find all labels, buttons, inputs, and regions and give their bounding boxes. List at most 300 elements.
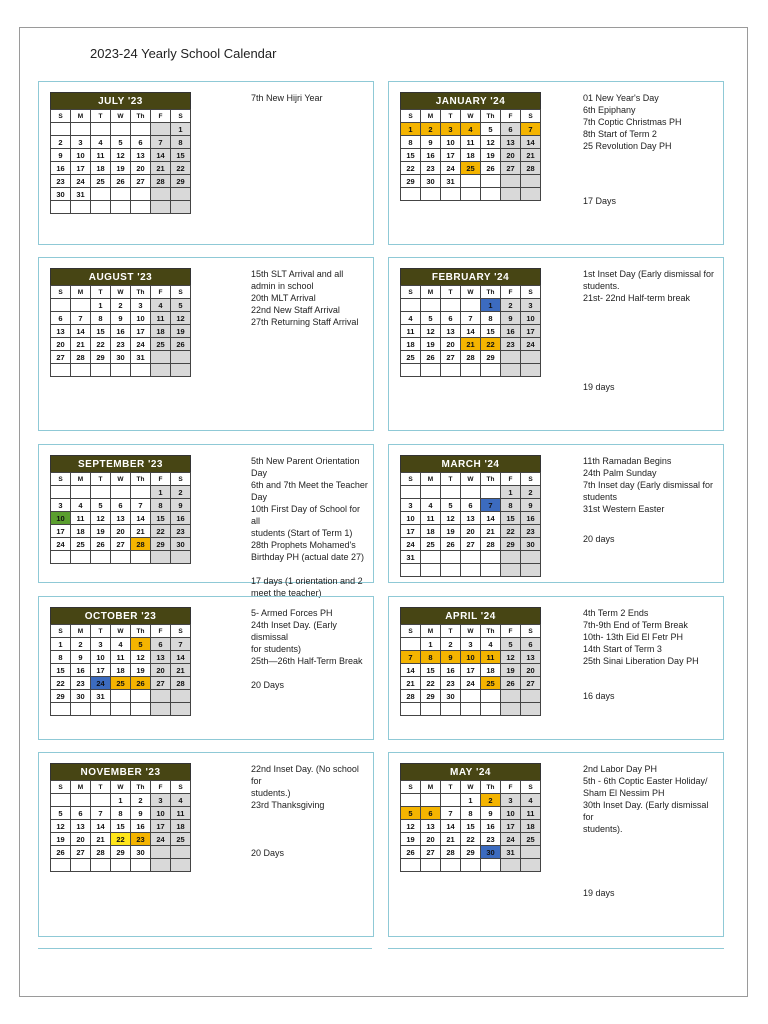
- empty-cell: [401, 859, 421, 872]
- empty-cell: [441, 299, 461, 312]
- empty-cell: [521, 703, 541, 716]
- empty-cell: [151, 123, 171, 136]
- empty-cell: [521, 175, 541, 188]
- day-cell: 15: [51, 664, 71, 677]
- empty-cell: [441, 859, 461, 872]
- note-line: Sham El Nessim PH: [583, 788, 665, 798]
- empty-cell: [521, 846, 541, 859]
- empty-cell: [461, 551, 481, 564]
- note-line: 20 Days: [251, 680, 285, 690]
- empty-cell: [111, 123, 131, 136]
- day-cell: 6: [461, 499, 481, 512]
- day-cell: 21: [91, 833, 111, 846]
- weekday-label: M: [421, 473, 441, 486]
- empty-cell: [521, 188, 541, 201]
- day-cell: 27: [521, 677, 541, 690]
- day-cell: 6: [111, 499, 131, 512]
- empty-cell: [481, 486, 501, 499]
- weekday-label: S: [171, 625, 191, 638]
- day-cell: 8: [51, 651, 71, 664]
- empty-cell: [151, 351, 171, 364]
- month-calendar: [400, 607, 541, 716]
- day-cell: 14: [131, 512, 151, 525]
- day-cell: 19: [91, 525, 111, 538]
- day-cell: 8: [151, 499, 171, 512]
- weekday-label: M: [71, 625, 91, 638]
- month-panel-4: [388, 257, 724, 431]
- weekday-label: Th: [481, 286, 501, 299]
- day-cell: 30: [521, 538, 541, 551]
- day-cell: 20: [131, 162, 151, 175]
- month-panel-8: [388, 596, 724, 740]
- day-cell: 3: [71, 136, 91, 149]
- weekday-label: S: [401, 286, 421, 299]
- note-line: 5th - 6th Coptic Easter Holiday/: [583, 776, 708, 786]
- day-cell: 11: [421, 512, 441, 525]
- day-cell: 19: [481, 149, 501, 162]
- day-cell: 18: [461, 149, 481, 162]
- day-cell: 28: [171, 677, 191, 690]
- empty-cell: [151, 201, 171, 214]
- day-cell: 20: [421, 833, 441, 846]
- note-line: 23rd Thanksgiving: [251, 800, 325, 810]
- note-line: 7th Inset day (Early dismissal for: [583, 480, 714, 490]
- empty-cell: [171, 364, 191, 377]
- empty-cell: [401, 794, 421, 807]
- day-cell: 3: [441, 123, 461, 136]
- day-cell: 21: [401, 677, 421, 690]
- empty-cell: [131, 551, 151, 564]
- note-line: 11th Ramadan Begins: [583, 456, 672, 466]
- weekday-label: Th: [131, 781, 151, 794]
- note-line: 25th Sinai Liberation Day PH: [583, 656, 699, 666]
- note-line: 6th and 7th Meet the Teacher: [251, 480, 368, 490]
- day-cell: 8: [111, 807, 131, 820]
- day-cell: 2: [71, 638, 91, 651]
- empty-cell: [481, 564, 501, 577]
- day-cell: 11: [151, 312, 171, 325]
- empty-cell: [501, 551, 521, 564]
- month-name: SEPTEMBER '23: [50, 455, 191, 472]
- day-cell: 13: [521, 651, 541, 664]
- day-cell: 7: [401, 651, 421, 664]
- day-cell: 20: [111, 525, 131, 538]
- day-cell: 11: [111, 651, 131, 664]
- day-cell: 10: [71, 149, 91, 162]
- empty-cell: [171, 703, 191, 716]
- day-cell: 4: [461, 123, 481, 136]
- note-line: 24th Inset Day. (Early dismissal: [251, 620, 340, 642]
- month-panel-2: [388, 81, 724, 245]
- empty-cell: [111, 364, 131, 377]
- day-cell: 5: [91, 499, 111, 512]
- day-cell: 10: [461, 651, 481, 664]
- day-cell: 20: [71, 833, 91, 846]
- empty-cell: [521, 859, 541, 872]
- weekday-label: S: [171, 110, 191, 123]
- empty-cell: [151, 690, 171, 703]
- day-cell: 9: [171, 499, 191, 512]
- day-cell: 11: [401, 325, 421, 338]
- empty-cell: [91, 188, 111, 201]
- day-cell: 22: [171, 162, 191, 175]
- empty-cell: [71, 486, 91, 499]
- day-cell: 30: [111, 351, 131, 364]
- weekday-label: M: [71, 473, 91, 486]
- month-notes: [583, 763, 719, 835]
- note-line: [251, 563, 369, 575]
- day-cell: 31: [441, 175, 461, 188]
- day-cell: 7: [521, 123, 541, 136]
- day-cell: 22: [111, 833, 131, 846]
- day-cell: 18: [111, 664, 131, 677]
- day-cell: 29: [481, 351, 501, 364]
- day-cell: 9: [131, 807, 151, 820]
- month-notes: [251, 607, 369, 691]
- day-cell: 13: [441, 325, 461, 338]
- day-cell: 5: [481, 123, 501, 136]
- empty-cell: [461, 188, 481, 201]
- weekday-label: M: [71, 110, 91, 123]
- day-grid: [50, 624, 191, 716]
- day-cell: 18: [171, 820, 191, 833]
- day-cell: 6: [421, 807, 441, 820]
- day-cell: 18: [401, 338, 421, 351]
- day-cell: 31: [131, 351, 151, 364]
- day-cell: 30: [131, 846, 151, 859]
- day-cell: 9: [521, 499, 541, 512]
- day-cell: 17: [441, 149, 461, 162]
- day-cell: 9: [501, 312, 521, 325]
- note-line: 8th Start of Term 2: [583, 129, 657, 139]
- day-cell: 18: [521, 820, 541, 833]
- weekday-label: F: [151, 286, 171, 299]
- day-cell: 28: [401, 690, 421, 703]
- note-line: 1st Inset Day (Early dismissal for: [583, 269, 715, 279]
- empty-cell: [71, 299, 91, 312]
- weekday-label: F: [151, 110, 171, 123]
- day-cell: 11: [91, 149, 111, 162]
- day-cell: 31: [401, 551, 421, 564]
- empty-cell: [131, 690, 151, 703]
- day-cell: 10: [91, 651, 111, 664]
- note-line: students.): [251, 788, 291, 798]
- day-grid: [50, 780, 191, 872]
- note-line: meet the teacher): [251, 588, 322, 598]
- day-cell: 5: [441, 499, 461, 512]
- weekday-label: Th: [481, 110, 501, 123]
- note-line: 5th New Parent Orientation Day: [251, 456, 363, 478]
- day-cell: 2: [131, 794, 151, 807]
- day-cell: 5: [171, 299, 191, 312]
- day-cell: 10: [501, 807, 521, 820]
- empty-cell: [421, 551, 441, 564]
- empty-cell: [481, 690, 501, 703]
- weekday-label: S: [171, 781, 191, 794]
- day-cell: 25: [421, 538, 441, 551]
- note-line: 22nd New Staff Arrival: [251, 305, 340, 315]
- day-cell: 25: [521, 833, 541, 846]
- day-cell: 18: [421, 525, 441, 538]
- empty-cell: [71, 201, 91, 214]
- empty-cell: [461, 690, 481, 703]
- weekday-label: Th: [131, 286, 151, 299]
- empty-cell: [171, 846, 191, 859]
- day-cell: 4: [71, 499, 91, 512]
- day-cell: 23: [441, 677, 461, 690]
- day-cell: 28: [151, 175, 171, 188]
- month-name: AUGUST '23: [50, 268, 191, 285]
- day-cell: 4: [151, 299, 171, 312]
- weekday-label: S: [521, 781, 541, 794]
- day-cell: 5: [421, 312, 441, 325]
- day-cell: 5: [51, 807, 71, 820]
- weekday-label: S: [401, 625, 421, 638]
- empty-cell: [421, 188, 441, 201]
- day-cell: 10: [131, 312, 151, 325]
- empty-cell: [131, 703, 151, 716]
- weekday-label: S: [51, 625, 71, 638]
- weekday-label: S: [401, 110, 421, 123]
- empty-cell: [91, 201, 111, 214]
- empty-cell: [131, 364, 151, 377]
- day-cell: 9: [51, 149, 71, 162]
- day-cell: 2: [521, 486, 541, 499]
- day-cell: 24: [51, 538, 71, 551]
- day-cell: 6: [151, 638, 171, 651]
- school-days-count: 16 days: [583, 691, 615, 701]
- day-cell: 25: [151, 338, 171, 351]
- day-cell: 28: [91, 846, 111, 859]
- day-cell: 26: [421, 351, 441, 364]
- note-line: Birthday PH (actual date 27): [251, 552, 365, 562]
- day-cell: 26: [441, 538, 461, 551]
- note-line: 20th MLT Arrival: [251, 293, 316, 303]
- day-grid: [400, 109, 541, 201]
- weekday-label: W: [111, 286, 131, 299]
- day-cell: 9: [71, 651, 91, 664]
- note-line: 30th Inset Day. (Early dismissal for: [583, 800, 711, 822]
- day-cell: 15: [401, 149, 421, 162]
- weekday-label: Th: [481, 625, 501, 638]
- day-cell: 8: [501, 499, 521, 512]
- day-cell: 7: [91, 807, 111, 820]
- weekday-label: T: [91, 781, 111, 794]
- day-cell: 25: [171, 833, 191, 846]
- day-cell: 3: [131, 299, 151, 312]
- day-cell: 21: [171, 664, 191, 677]
- empty-cell: [501, 859, 521, 872]
- day-cell: 29: [111, 846, 131, 859]
- note-line: students (Start of Term 1): [251, 528, 353, 538]
- day-cell: 5: [501, 638, 521, 651]
- day-cell: 16: [441, 664, 461, 677]
- weekday-label: W: [461, 110, 481, 123]
- day-cell: 3: [521, 299, 541, 312]
- note-line: 20 Days: [251, 848, 285, 858]
- empty-cell: [421, 794, 441, 807]
- day-cell: 22: [481, 338, 501, 351]
- empty-cell: [441, 486, 461, 499]
- empty-cell: [501, 175, 521, 188]
- day-cell: 2: [51, 136, 71, 149]
- empty-cell: [481, 703, 501, 716]
- note-line: 17 days (1 orientation and 2: [251, 576, 363, 586]
- day-cell: 23: [171, 525, 191, 538]
- day-cell: 9: [441, 651, 461, 664]
- day-cell: 1: [91, 299, 111, 312]
- day-cell: 20: [51, 338, 71, 351]
- note-line: admin in school: [251, 281, 314, 291]
- weekday-label: M: [71, 781, 91, 794]
- day-cell: 7: [441, 807, 461, 820]
- day-cell: 26: [131, 677, 151, 690]
- weekday-label: T: [441, 286, 461, 299]
- day-cell: 26: [481, 162, 501, 175]
- day-cell: 7: [171, 638, 191, 651]
- weekday-label: M: [71, 286, 91, 299]
- empty-cell: [481, 859, 501, 872]
- day-cell: 21: [131, 525, 151, 538]
- day-cell: 18: [71, 525, 91, 538]
- note-line: 5- Armed Forces PH: [251, 608, 333, 618]
- note-line: 15th SLT Arrival and all: [251, 269, 344, 279]
- month-name: JANUARY '24: [400, 92, 541, 109]
- note-line: 25th—26th Half-Term Break: [251, 656, 363, 666]
- empty-cell: [71, 794, 91, 807]
- day-cell: 23: [111, 338, 131, 351]
- empty-cell: [401, 299, 421, 312]
- day-cell: 20: [521, 664, 541, 677]
- day-cell: 10: [441, 136, 461, 149]
- day-cell: 29: [51, 690, 71, 703]
- day-cell: 23: [521, 525, 541, 538]
- empty-cell: [51, 859, 71, 872]
- weekday-label: T: [91, 286, 111, 299]
- day-cell: 21: [521, 149, 541, 162]
- day-cell: 30: [171, 538, 191, 551]
- empty-cell: [441, 794, 461, 807]
- empty-cell: [91, 703, 111, 716]
- day-cell: 24: [441, 162, 461, 175]
- empty-cell: [171, 859, 191, 872]
- day-cell: 8: [481, 312, 501, 325]
- weekday-label: S: [51, 286, 71, 299]
- day-cell: 20: [461, 525, 481, 538]
- day-cell: 1: [111, 794, 131, 807]
- day-grid: [50, 285, 191, 377]
- empty-cell: [151, 846, 171, 859]
- day-cell: 30: [51, 188, 71, 201]
- weekday-label: Th: [131, 110, 151, 123]
- day-cell: 1: [151, 486, 171, 499]
- day-cell: 12: [501, 651, 521, 664]
- empty-cell: [401, 564, 421, 577]
- empty-cell: [111, 551, 131, 564]
- day-cell: 5: [131, 638, 151, 651]
- weekday-label: W: [111, 473, 131, 486]
- day-cell: 5: [111, 136, 131, 149]
- empty-cell: [521, 551, 541, 564]
- empty-cell: [91, 551, 111, 564]
- day-cell: 13: [501, 136, 521, 149]
- day-cell: 9: [111, 312, 131, 325]
- day-cell: 12: [91, 512, 111, 525]
- empty-cell: [401, 638, 421, 651]
- day-cell: 22: [401, 162, 421, 175]
- empty-cell: [461, 364, 481, 377]
- day-cell: 17: [51, 525, 71, 538]
- day-cell: 17: [401, 525, 421, 538]
- empty-cell: [501, 703, 521, 716]
- day-cell: 4: [111, 638, 131, 651]
- note-line: 6th Epiphany: [583, 105, 636, 115]
- day-cell: 27: [71, 846, 91, 859]
- weekday-label: S: [51, 473, 71, 486]
- day-cell: 6: [51, 312, 71, 325]
- empty-cell: [111, 486, 131, 499]
- day-cell: 11: [481, 651, 501, 664]
- day-cell: 4: [401, 312, 421, 325]
- empty-cell: [131, 486, 151, 499]
- day-cell: 24: [71, 175, 91, 188]
- day-cell: 12: [401, 820, 421, 833]
- day-cell: 18: [481, 664, 501, 677]
- weekday-label: Th: [481, 781, 501, 794]
- empty-cell: [461, 175, 481, 188]
- empty-cell: [131, 201, 151, 214]
- day-cell: 1: [51, 638, 71, 651]
- month-notes: [583, 607, 719, 667]
- month-panel-5: [38, 444, 374, 598]
- month-calendar: [50, 92, 191, 214]
- empty-cell: [501, 690, 521, 703]
- empty-cell: [501, 564, 521, 577]
- day-cell: 24: [401, 538, 421, 551]
- day-cell: 25: [71, 538, 91, 551]
- day-cell: 11: [461, 136, 481, 149]
- day-cell: 1: [501, 486, 521, 499]
- day-cell: 7: [131, 499, 151, 512]
- empty-cell: [461, 859, 481, 872]
- month-notes: [583, 92, 719, 152]
- day-cell: 24: [91, 677, 111, 690]
- day-cell: 14: [461, 325, 481, 338]
- day-cell: 31: [71, 188, 91, 201]
- empty-cell: [91, 859, 111, 872]
- empty-cell: [131, 188, 151, 201]
- note-line: 22nd Inset Day. (No school for: [251, 764, 362, 786]
- day-cell: 14: [441, 820, 461, 833]
- day-cell: 3: [501, 794, 521, 807]
- day-cell: 30: [421, 175, 441, 188]
- day-cell: 19: [401, 833, 421, 846]
- day-cell: 25: [481, 677, 501, 690]
- day-cell: 20: [151, 664, 171, 677]
- empty-cell: [51, 123, 71, 136]
- empty-cell: [521, 364, 541, 377]
- day-cell: 19: [131, 664, 151, 677]
- day-cell: 21: [481, 525, 501, 538]
- empty-cell: [461, 564, 481, 577]
- empty-cell: [421, 859, 441, 872]
- empty-cell: [51, 551, 71, 564]
- day-cell: 10: [401, 512, 421, 525]
- note-line: students).: [583, 824, 623, 834]
- day-cell: 19: [421, 338, 441, 351]
- day-cell: 26: [501, 677, 521, 690]
- empty-cell: [71, 364, 91, 377]
